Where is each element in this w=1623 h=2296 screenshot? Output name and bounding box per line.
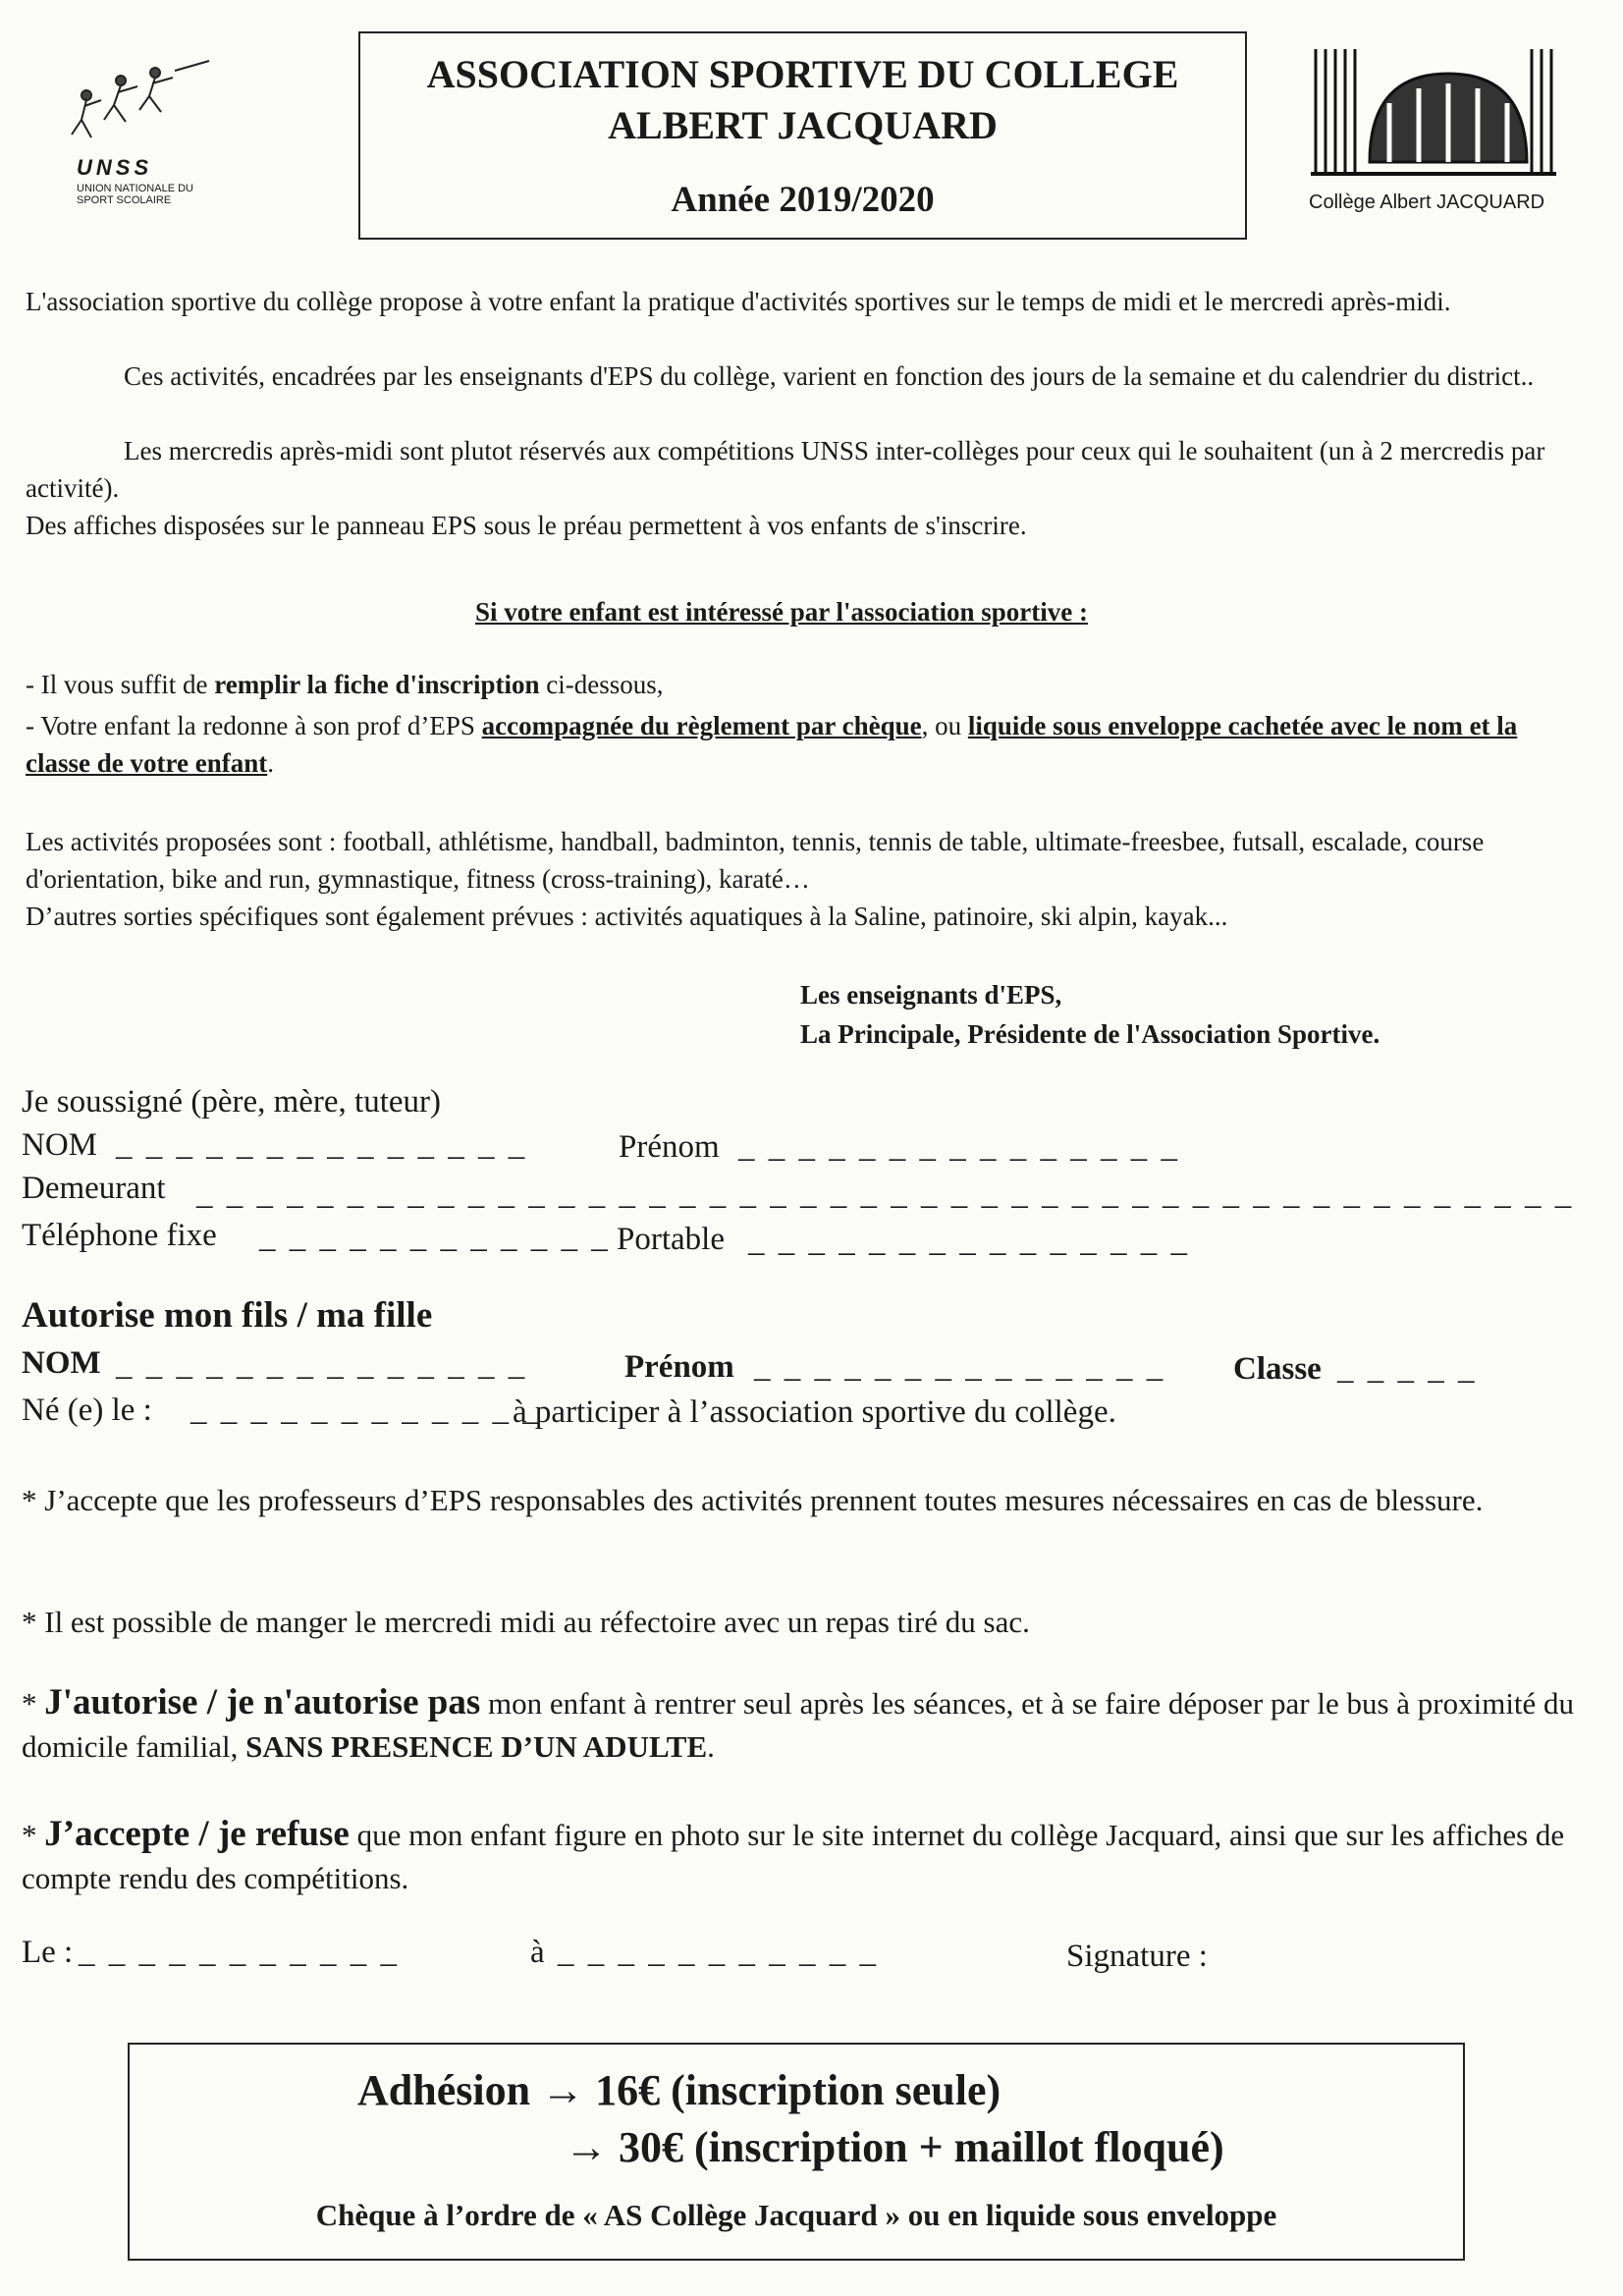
signoff-principal: La Principale, Présidente de l'Association Sportive. xyxy=(800,1019,1380,1049)
college-caption: Collège Albert JACQUARD xyxy=(1309,191,1545,213)
instruction-2-payment-cash: liquide sous enveloppe cachetée avec le nom et la classe de votre enfant xyxy=(26,711,1518,778)
parent-phone-field[interactable]: _ _ _ _ _ _ _ _ _ _ _ _ xyxy=(259,1220,611,1255)
clause-return-end: . xyxy=(707,1729,715,1764)
parent-phone-label: Téléphone fixe xyxy=(22,1218,217,1253)
clause-injury: * J’accepte que les professeurs d’EPS responsables des activités prennent toutes mesures nécessaires en cas de blessure. xyxy=(22,1483,1484,1517)
title-line-1: ASSOCIATION SPORTIVE DU COLLEGE xyxy=(426,52,1179,96)
clause-return-home xyxy=(22,1681,1583,1769)
title-line-2: ALBERT JACQUARD xyxy=(608,103,998,147)
child-class-label: Classe xyxy=(1233,1351,1322,1387)
parent-prenom-label: Prénom xyxy=(619,1129,720,1165)
child-birthdate-label: Né (e) le : xyxy=(22,1393,152,1428)
intro-paragraph-4: Des affiches disposées sur le panneau EPS sous le préau permettent à vos enfants de s'inscrire. xyxy=(26,511,1027,540)
fee-basic: Adhésion → 16€ (inscription seule) xyxy=(357,2066,1001,2114)
instruction-1 xyxy=(26,666,1596,703)
signature-label: Signature : xyxy=(1066,1939,1208,1974)
instruction-2-or: , ou xyxy=(921,711,968,740)
school-year: Année 2019/2020 xyxy=(671,180,935,220)
instruction-2-payment-cheque: accompagnée du règlement par chèque xyxy=(481,711,922,740)
unss-subtitle: UNION NATIONALE DU SPORT SCOLAIRE xyxy=(77,183,193,206)
intro-paragraph-1: L'association sportive du collège propose à votre enfant la pratique d'activités sportives sur le temps de midi et le mercredi après-midi. xyxy=(26,287,1451,316)
activities-list: Les activités proposées sont : football, athlétisme, handball, badminton, tennis, tennis de table, ultimate-freesbee, futsall, escalade, course d'orientation, bike and run, gymnastique, fitness (cross-training), karaté… xyxy=(26,827,1485,894)
interest-heading: Si votre enfant est intéressé par l'association sportive : xyxy=(475,597,1088,627)
instruction-1-text: - Il vous suffit de xyxy=(26,670,215,699)
child-prenom-field[interactable]: _ _ _ _ _ _ _ _ _ _ _ _ _ _ xyxy=(754,1349,1166,1385)
title-box xyxy=(358,31,1247,240)
clause-return-text: mon enfant à rentrer seul après les séances, et à se faire déposer par le bus à proximité du domicile familial, xyxy=(22,1686,1575,1764)
college-logo xyxy=(1311,44,1556,182)
unss-title: UNSS xyxy=(77,155,153,180)
instruction-2-end: . xyxy=(267,748,274,778)
intro-paragraph-3: Les mercredis après-midi sont plutot réservés aux compétitions UNSS inter-collèges pour ceux qui le souhaitent (un à 2 mercredis par activité). xyxy=(26,436,1545,503)
parent-address-label: Demeurant xyxy=(22,1171,166,1206)
parent-intro: Je soussigné (père, mère, tuteur) xyxy=(22,1084,442,1120)
child-prenom-label: Prénom xyxy=(624,1349,734,1385)
parent-mobile-label: Portable xyxy=(617,1222,725,1257)
fee-with-jersey: → 30€ (inscription + maillot floqué) xyxy=(565,2123,1224,2171)
clause-return-choice[interactable]: J'autorise / je n'autorise pas xyxy=(44,1682,481,1722)
instruction-1-end: ci-dessous, xyxy=(539,670,664,699)
clause-photo-text: que mon enfant figure en photo sur le site internet du collège Jacquard, ainsi que sur les affiches de compte rendu des compétitions. xyxy=(22,1818,1565,1895)
clause-photo-choice[interactable]: J’accepte / je refuse xyxy=(44,1814,350,1854)
signoff-teachers: Les enseignants d'EPS, xyxy=(800,980,1062,1010)
parent-nom-label: NOM xyxy=(22,1127,98,1163)
child-participation-text: à participer à l’association sportive du collège. xyxy=(513,1394,1116,1430)
clause-photo-bullet: * xyxy=(22,1818,45,1852)
parent-nom-field[interactable]: _ _ _ _ _ _ _ _ _ _ _ _ _ _ xyxy=(116,1127,528,1163)
membership-fee-box xyxy=(128,2043,1465,2261)
parent-prenom-field[interactable]: _ _ _ _ _ _ _ _ _ _ _ _ _ _ _ xyxy=(738,1129,1180,1165)
child-birthdate-field[interactable]: _ _ _ _ _ _ _ _ _ _ _ _ xyxy=(190,1393,542,1428)
payment-note: Chèque à l’ordre de « AS Collège Jacquard » ou en liquide sous enveloppe xyxy=(315,2198,1277,2232)
clause-photo xyxy=(22,1813,1583,1900)
activities-outings: D’autres sorties spécifiques sont également prévues : activités aquatiques à la Saline, patinoire, ski alpin, kayak... xyxy=(26,902,1228,931)
intro-paragraph-2: Ces activités, encadrées par les enseignants d'EPS du collège, varient en fonction des jours de la semaine et du calendrier du district.. xyxy=(124,361,1535,391)
instruction-2-text: - Votre enfant la redonne à son prof d’EPS xyxy=(26,711,482,740)
parent-address-field[interactable]: _ _ _ _ _ _ _ _ _ _ _ _ _ _ _ _ _ _ _ _ _ _ _ _ _ _ _ _ _ _ _ _ _ _ _ _ _ _ _ _ _ _ _ _ _ _ xyxy=(196,1176,1575,1212)
instruction-1-emphasis: remplir la fiche d'inscription xyxy=(214,670,540,699)
date-field[interactable]: _ _ _ _ _ _ _ _ _ _ _ xyxy=(79,1935,400,1970)
place-field[interactable]: _ _ _ _ _ _ _ _ _ _ _ xyxy=(558,1935,879,1970)
instruction-2 xyxy=(26,707,1538,782)
place-label: à xyxy=(530,1935,545,1970)
child-nom-label: NOM xyxy=(22,1345,101,1381)
child-class-field[interactable]: _ _ _ _ _ xyxy=(1337,1351,1478,1387)
child-heading: Autorise mon fils / ma fille xyxy=(22,1295,433,1336)
parent-mobile-field[interactable]: _ _ _ _ _ _ _ _ _ _ _ _ _ _ _ xyxy=(748,1224,1190,1259)
child-nom-field[interactable]: _ _ _ _ _ _ _ _ _ _ _ _ _ _ xyxy=(116,1347,528,1383)
clause-lunch: * Il est possible de manger le mercredi midi au réfectoire avec un repas tiré du sac. xyxy=(22,1605,1030,1639)
date-label: Le : xyxy=(22,1935,74,1970)
clause-return-emphasis: SANS PRESENCE D’UN ADULTE xyxy=(245,1729,708,1764)
clause-return-bullet: * xyxy=(22,1686,45,1721)
